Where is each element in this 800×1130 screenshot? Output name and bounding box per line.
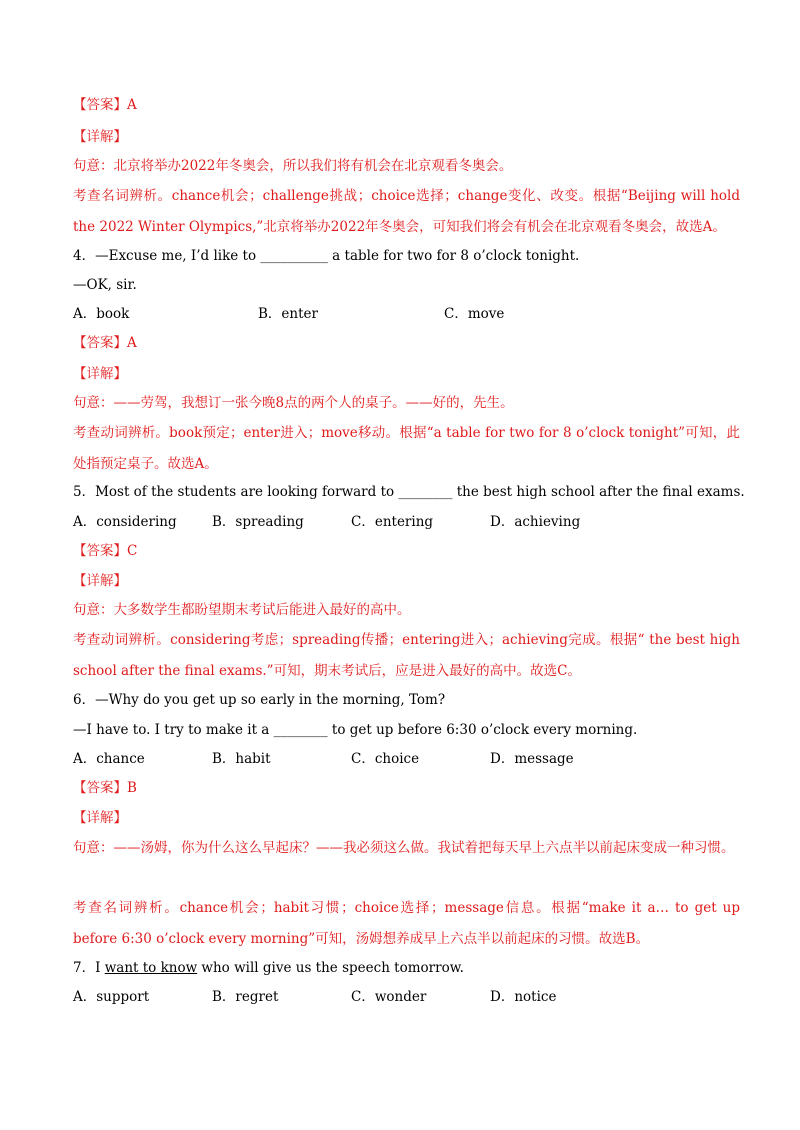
option-c: C．wonder xyxy=(351,989,427,1005)
underlined-phrase: want to know xyxy=(104,960,198,976)
option-b: B．spreading xyxy=(212,514,304,530)
analysis-text: 考查名词辨析。chance机会；challenge挑战；choice选择；change变化、改变。根据“Beijing will hold the 2022 Winter Olympics,”北京将举办2022年冬奥会，可知我们将会有机会在北京观看冬奥会，故选A。 xyxy=(73,188,740,235)
question-stem: 4．—Excuse me, I’d like to __________ a table for two for 8 o’clock tonight. xyxy=(73,248,580,264)
meaning-text: 句意：——汤姆，你为什么这么早起床？——我必须这么做。我试着把每天早上六点半以前起床变成一种习惯。 xyxy=(73,840,735,856)
detail-label: 【详解】 xyxy=(73,129,127,145)
answer-label: 【答案】B xyxy=(73,780,137,796)
option-d: D．achieving xyxy=(490,514,581,530)
answer-label: 【答案】A xyxy=(73,97,137,113)
question-rest-text: who will give us the speech tomorrow. xyxy=(197,960,464,976)
question-reply: —I have to. I try to make it a ________ to get up before 6:30 o’clock every morning. xyxy=(73,722,638,738)
detail-label: 【详解】 xyxy=(73,573,127,589)
option-a: A．support xyxy=(73,989,150,1005)
option-d: D．notice xyxy=(490,989,557,1005)
detail-label: 【详解】 xyxy=(73,810,127,826)
question-stem xyxy=(73,958,740,978)
meaning-text: 句意：大多数学生都盼望期末考试后能进入最好的高中。 xyxy=(73,602,411,618)
detail-label: 【详解】 xyxy=(73,366,127,382)
answer-label: 【答案】C xyxy=(73,543,138,559)
option-b: B．regret xyxy=(212,989,279,1005)
answer-label: 【答案】A xyxy=(73,335,137,351)
option-c: C．move xyxy=(444,306,505,322)
option-a: A．chance xyxy=(73,751,145,767)
analysis-text: 考查动词辨析。book预定；enter进入；move移动。根据“a table for two for 8 o’clock tonight”可知，此处指预定桌子。故选A。 xyxy=(73,425,740,472)
question-stem: 6．—Why do you get up so early in the morning, Tom? xyxy=(73,692,446,708)
question-number-text: 7．I xyxy=(73,960,105,976)
analysis-text: 考查名词辨析。chance机会；habit习惯；choice选择；message信息。根据“make it a… to get up before 6:30 o’clock every morning”可知，汤姆想养成早上六点半以前起床的习惯。故选B。 xyxy=(73,900,740,947)
option-b: B．habit xyxy=(212,751,271,767)
option-b: B．enter xyxy=(258,306,318,322)
question-stem: 5．Most of the students are looking forward to ________ the best high school after the final exams. xyxy=(73,484,745,500)
question-reply: —OK, sir. xyxy=(73,277,137,293)
option-c: C．entering xyxy=(351,514,434,530)
analysis-text: 考查动词辨析。considering考虑；spreading传播；entering进入；achieving完成。根据“ the best high school after the final exams.”可知，期末考试后，应是进入最好的高中。故选C。 xyxy=(73,632,740,679)
meaning-text: 句意：北京将举办2022年冬奥会，所以我们将有机会在北京观看冬奥会。 xyxy=(73,158,513,174)
meaning-text: 句意：——劳驾，我想订一张今晚8点的两个人的桌子。——好的，先生。 xyxy=(73,395,514,411)
option-a: A．book xyxy=(73,306,130,322)
option-c: C．choice xyxy=(351,751,420,767)
option-d: D．message xyxy=(490,751,574,767)
option-a: A．considering xyxy=(73,514,177,530)
